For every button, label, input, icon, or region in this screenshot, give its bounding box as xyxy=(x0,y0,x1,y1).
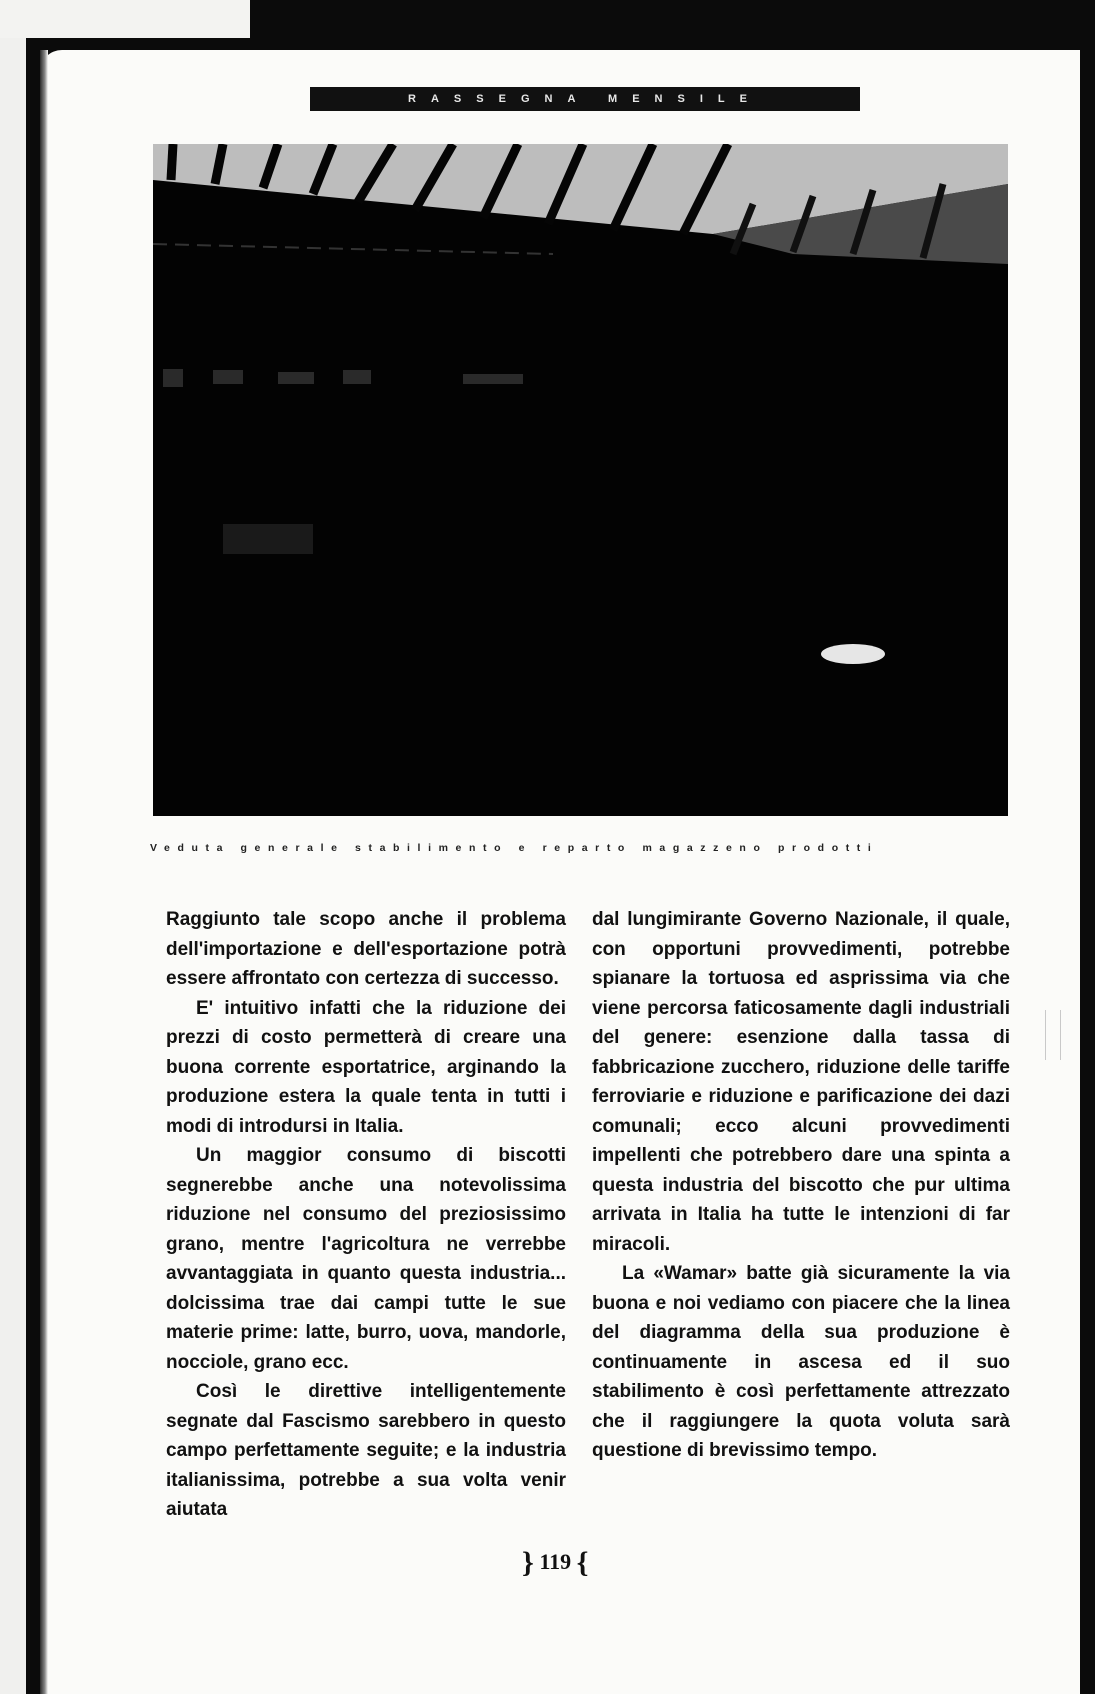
paragraph: La «Wamar» batte già sicuramente la via buona e noi vediamo con piacere che la linea del diagramma della sua produzione è continuamente in ascesa ed il suo stabilimento è così perfettamente attrezzato che il raggiungere la quota voluta sarà questione di brevissimo tempo. xyxy=(592,1263,1010,1461)
paragraph: Così le direttive intelligentemente segnate dal Fascismo sarebbero in questo campo perfettamente seguite; e la industria italianissima, potrebbe a sua volta venir aiutata xyxy=(166,1381,566,1520)
paragraph: Un maggior consumo di biscotti segnerebbe anche una notevolissima riduzione nel consumo del preziosissimo grano, mentre l'agricoltura ne verrebbe avvantaggiata in quanto questa industria... dolcissima trae dai campi tutte le sue materie prime: latte, burro, uova, mandorle, nocciole, grano ecc. xyxy=(166,1145,566,1373)
margin-mark xyxy=(1045,1010,1061,1060)
brace-right: { xyxy=(576,1546,589,1579)
scan-edge-left xyxy=(0,38,26,1694)
factory-interior-image xyxy=(153,144,1008,816)
scan-edge-top xyxy=(0,0,250,38)
page-number-footer xyxy=(522,1543,588,1577)
page-number: 119 xyxy=(539,1549,572,1574)
paragraph: Raggiunto tale scopo anche il problema dell'importazione e dell'esportazione potrà essere affrontato con certezza di successo. xyxy=(166,909,566,989)
brace-left: } xyxy=(522,1546,534,1579)
running-header: RASSEGNA MENSILE xyxy=(310,87,860,111)
page-fold-shadow xyxy=(40,50,48,1694)
right-column xyxy=(592,905,1010,1466)
paragraph: E' intuitivo infatti che la riduzione dei prezzi di costo permetterà di creare una buona corrente esportatrice, arginando la produzione estera la quale tenta in tutti i modi di introdursi in Italia. xyxy=(166,997,566,1137)
paragraph: dal lungimirante Governo Nazionale, il quale, con opportuni provvedimenti, potrebbe spianare la tortuosa ed asprissima via che viene percorsa faticosamente dagli industriali del genere: esenzione dalla tassa di fabbricazione zucchero, riduzione delle tariffe ferroviarie e riduzione e parificazione dei dazi comunali; ecco alcuni provvedimenti impellenti che potrebbero dare una spinta a questa industria del biscotto che pur ultima arrivata in Italia ha tutte le intenzioni di far miracoli. xyxy=(592,909,1010,1255)
factory-photo xyxy=(153,144,1008,816)
photo-caption: Veduta generale stabilimento e reparto magazzeno prodotti xyxy=(150,842,879,854)
left-column xyxy=(166,905,566,1525)
